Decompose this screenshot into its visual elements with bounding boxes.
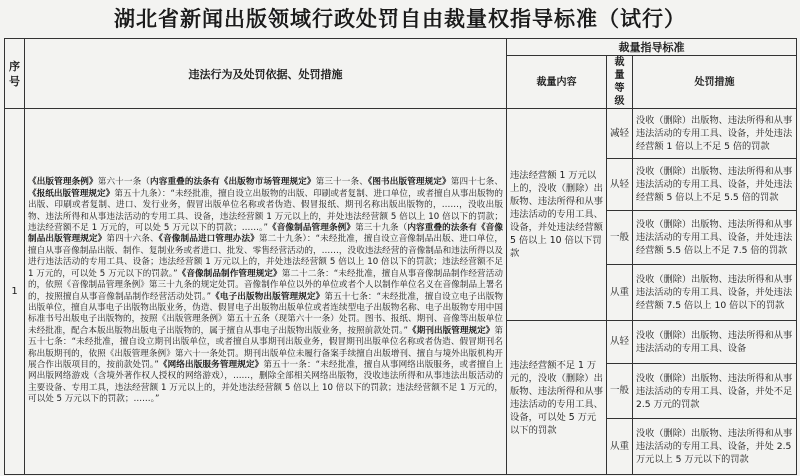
group1-measure-3: 没收（删除）出版物、违法所得和从事违法活动的专用工具、设备，并处违法经营额 5.5 倍以上不足 7.5 倍的罚款 xyxy=(633,211,797,265)
group1-measure-4: 没收（删除）出版物、违法所得和从事违法活动的专用工具、设备，并处违法经营额 7.5 倍以上 10 倍以下的罚款 xyxy=(633,265,797,321)
law-text: 第五十七条：“未经批准，擅自设立期刊出版单位，或者擅自从事期刊出版业务，假冒期刊出版单位名称或者伪造、假冒期刊名称出版期刊的，依照《出版管理条例》第六十一条处罚。期刊出版单位未履行备案手续擅自出版增刊、擅自与境外出版机构开展合作出版项目的，按前款处罚。” xyxy=(28,325,503,370)
header-standard: 裁量指导标准 xyxy=(507,39,797,56)
header-conduct: 违法行为及处罚依据、处罚措施 xyxy=(25,39,507,109)
law-name: 内容重叠的法条有《音像制品出版管理规定》 xyxy=(28,223,503,245)
law-name: 《音像制品进口管理办法》 xyxy=(158,234,259,245)
group1-level-3: 一般 xyxy=(607,211,633,265)
law-name: 《音像制品制作管理规定》 xyxy=(177,268,282,279)
law-name: 内容重叠的法条有《出版物市场管理规定》 xyxy=(150,177,316,188)
law-text: 第五十九条）：“未经批准，擅自设立出版物的出版、印刷或者复制、进口单位，或者擅自从事出版物的出版、印刷或者复制、进口、发行业务，假冒出版单位名称或者伪造、假冒报纸、期刊名称出版出版物的，……，没收出版物、违法所得和从事违法活动的专用工具、设备，违法经营额 1 万元以上的，并处违法经营额 5 倍以上 10 倍以下的罚款；违法经营额不足 1 万元的，可以处 5 万元以下的罚款；……。” xyxy=(28,188,503,234)
table-row xyxy=(5,109,797,159)
law-name: 《图书出版管理规定》 xyxy=(367,177,451,188)
header-measure: 处罚措施 xyxy=(633,56,797,109)
header-seq: 序号 xyxy=(5,39,25,109)
law-name: 《网络出版服务管理规定》 xyxy=(158,359,264,370)
row-seq: 1 xyxy=(5,109,25,475)
law-text: 第三十九条（ xyxy=(355,223,408,234)
group2-level-1: 从轻 xyxy=(607,321,633,364)
group2-content: 违法经营额不足 1 万元的，没收（删除）出版物、违法所得和从事违法活动的专用工具、设备，可以处 5 万元以下的罚款 xyxy=(507,321,607,475)
group1-measure-2: 没收（删除）出版物、违法所得和从事违法活动的专用工具、设备，并处违法经营额 5 倍以上不足 5.5 倍的罚款 xyxy=(633,159,797,211)
header-level: 裁量等级 xyxy=(607,56,633,109)
conduct-text xyxy=(25,109,507,475)
law-name: 《报纸出版管理规定》 xyxy=(28,188,115,199)
group1-content: 违法经营额 1 万元以上的，没收（删除）出版物、违法所得和从事违法活动的专用工具、设备，并处违法经营额 5 倍以上 10 倍以下罚款 xyxy=(507,109,607,321)
conduct-paragraph xyxy=(28,177,503,405)
law-text: 第五十七条：“未经批准，擅自设立电子出版物出版单位，擅自从事电子出版物出版业务，伪造、假冒电子出版物出版单位或者连续型电子出版物名称、电子出版物专用中国标准书号出版电子出版物的，按照《出版管理条例》第五十五条（现第六十一条）处罚。图书、报纸、期刊、音像等出版单位未经批准，配合本版出版物出版电子出版物的，属于擅自从事电子出版物出版业务，按照前款处罚。” xyxy=(28,291,503,336)
group1-level-2: 从轻 xyxy=(607,159,633,211)
law-name: 《期刊出版管理规定》 xyxy=(408,325,495,336)
group2-level-2: 一般 xyxy=(607,364,633,419)
law-name: 《出版管理条例》 xyxy=(28,177,98,188)
guideline-table xyxy=(4,38,797,475)
header-content: 裁量内容 xyxy=(507,56,607,109)
group1-level-1: 减轻 xyxy=(607,109,633,159)
group1-measure-1: 没收（删除）出版物、违法所得和从事违法活动的专用工具、设备，并处违法经营额 1 倍以上不足 5 倍的罚款 xyxy=(633,109,797,159)
group2-level-3: 从重 xyxy=(607,419,633,475)
law-text: 第三十一条、 xyxy=(315,177,368,188)
law-text: 第六十一条（ xyxy=(97,177,151,188)
law-text: 第五十一条：“未经批准，擅自从事网络出版服务，或者擅自上网出版网络游戏（含境外著作权人授权的网络游戏），……，删除全部相关网络出版物，没收违法所得和从事违法出版活动的主要设备、专用工具，违法经营额 1 万元以上的，并处违法经营额 5 倍以上 10 倍以下的罚款；违法经营额不足 1 万元的，可以处 5 万元以下的罚款；……。” xyxy=(28,359,503,405)
law-name: 《音像制品管理条例》 xyxy=(267,223,356,234)
law-name: 《电子出版物出版管理规定》 xyxy=(211,291,325,302)
law-text: 第四十七条、 xyxy=(450,177,503,188)
group2-measure-2: 没收（删除）出版物、违法所得和从事违法活动的专用工具、设备，并处不足 2.5 万元的罚款 xyxy=(633,364,797,419)
page-title: 湖北省新闻出版领域行政处罚自由裁量权指导标准（试行） xyxy=(114,6,686,31)
group2-measure-1: 没收（删除）出版物、违法所得和从事违法活动的专用工具、设备 xyxy=(633,321,797,364)
law-text: 第二十九条）：“未经批准，擅自设立音像制品出版、进口单位，擅自从事音像制品出版、制作、复制业务或者进口、批发、零售经营活动的，……，没收违法经营的音像制品和违法所得以及进行违法活动的专用工具、设备；违法经营额 1 万元以上的，并处违法经营额 5 倍以上 10 倍以下的罚款；违法经营额不足 1 万元的，可以处 5 万元以下的罚款。” xyxy=(28,234,503,279)
law-text: 第二十二条：“未经批准，擅自从事音像制品制作经营活动的，依照《音像制品管理条例》第三十九条的规定处罚。音像制作单位以外的单位或者个人以制作单位名义在音像制品上署名的，按照擅自从事音像制品制作经营活动处罚。” xyxy=(28,268,503,302)
group1-level-4: 从重 xyxy=(607,265,633,321)
law-text: 第四十六条、 xyxy=(106,234,159,245)
group2-measure-3: 没收（删除）出版物、违法所得和从事违法活动的专用工具、设备，并处 2.5 万元以上 5 万元以下的罚款 xyxy=(633,419,797,475)
